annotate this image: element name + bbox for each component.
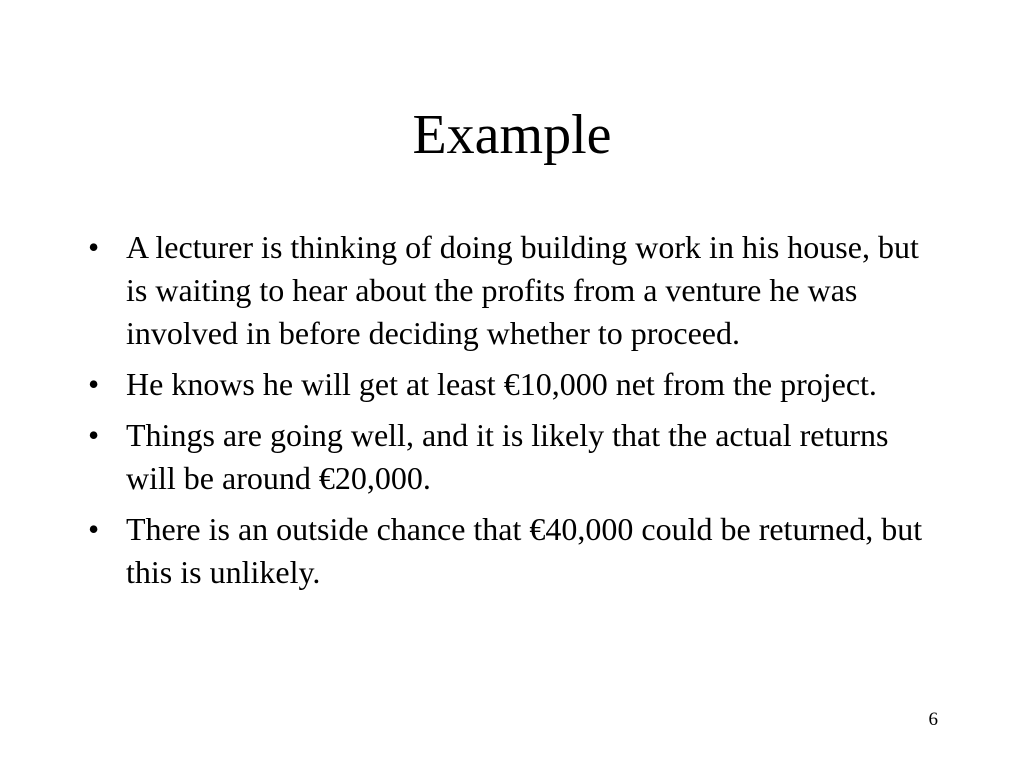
bullet-dot-icon: •	[88, 229, 100, 265]
page-number: 6	[928, 709, 938, 730]
bullet-text: A lecturer is thinking of doing building work in his house, but is waiting to hear about the profits from a venture he was involved in before deciding whether to proceed.	[126, 229, 919, 351]
bullet-text: He knows he will get at least €10,000 net from the project.	[126, 366, 877, 402]
bullet-text: There is an outside chance that €40,000 could be returned, but this is unlikely.	[126, 511, 923, 590]
bullet-item	[88, 363, 938, 406]
bullet-dot-icon: •	[88, 417, 100, 453]
bullet-item	[88, 226, 938, 355]
bullet-list	[88, 226, 938, 602]
bullet-dot-icon: •	[88, 511, 100, 547]
slide-title: Example	[412, 104, 612, 166]
bullet-item	[88, 508, 938, 594]
bullet-item	[88, 414, 938, 500]
bullet-text: Things are going well, and it is likely that the actual returns will be around €20,000.	[126, 417, 889, 496]
bullet-dot-icon: •	[88, 366, 100, 402]
